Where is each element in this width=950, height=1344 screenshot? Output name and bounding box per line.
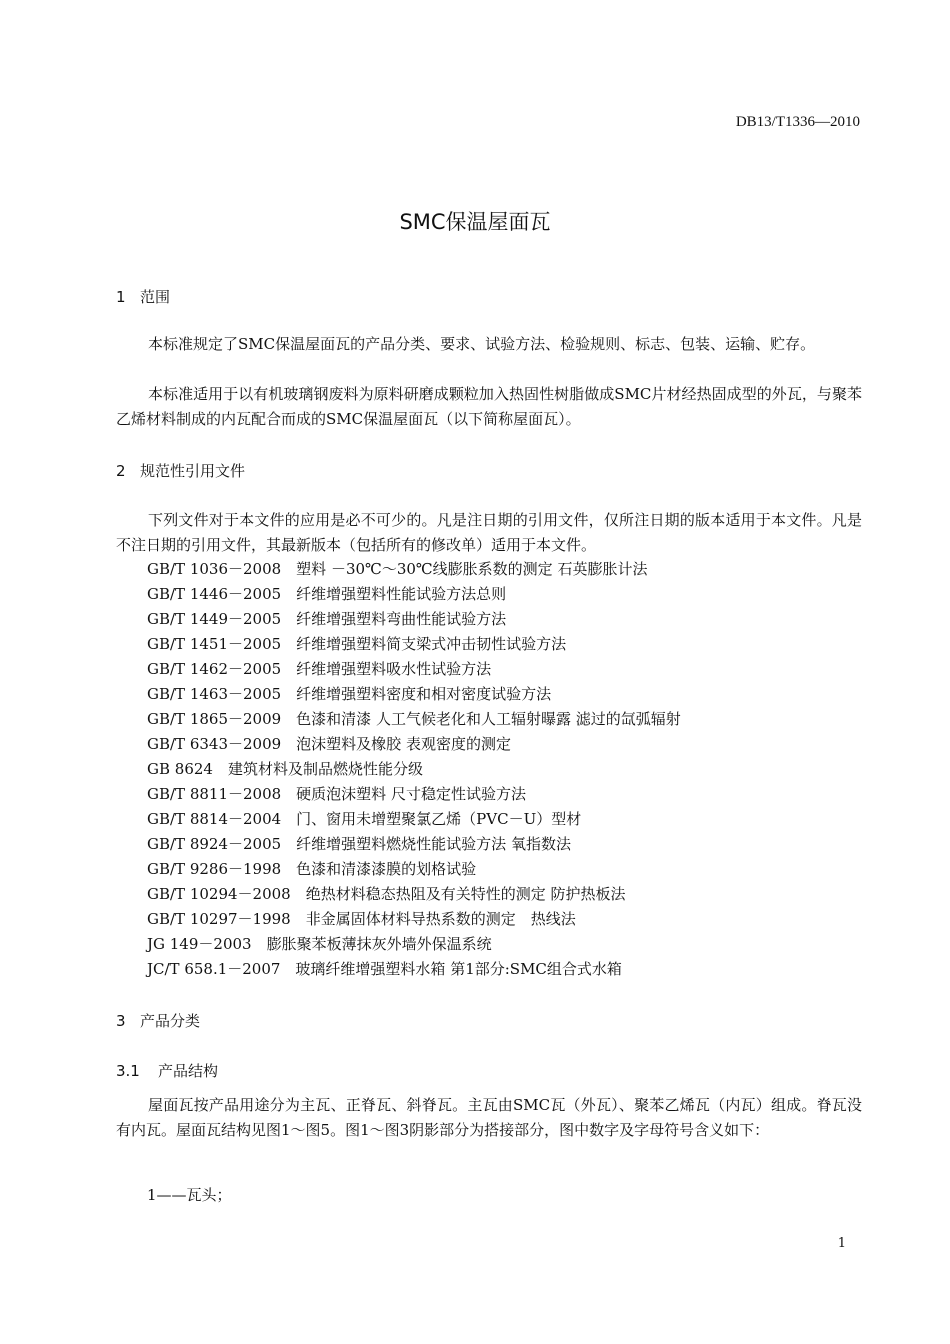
section-title: 规范性引用文件: [140, 462, 246, 480]
subsection-title: 产品结构: [158, 1062, 219, 1080]
section-number: 1: [116, 288, 126, 306]
paragraph: 本标准适用于以有机玻璃钢废料为原料研磨成颗粒加入热固性树脂做成SMC片材经热固成型的外瓦，与聚苯乙烯材料制成的内瓦配合而成的SMC保温屋面瓦（以下简称屋面瓦）。: [116, 385, 862, 428]
reference-item: GB/T 1451－2005 纤维增强塑料简支梁式冲击韧性试验方法: [147, 635, 567, 653]
reference-item: GB/T 10297－1998 非金属固体材料导热系数的测定 热线法: [147, 910, 576, 928]
section-number: 2: [116, 462, 126, 480]
subsection-3-1-heading: [116, 1060, 218, 1081]
document-title: SMC保温屋面瓦: [399, 210, 551, 234]
section-3-heading: [116, 1010, 200, 1031]
reference-item: GB/T 1463－2005 纤维增强塑料密度和相对密度试验方法: [147, 685, 552, 703]
paragraph: 下列文件对于本文件的应用是必不可少的。凡是注日期的引用文件，仅所注日期的版本适用于本文件。凡是不注日期的引用文件，其最新版本（包括所有的修改单）适用于本文件。: [116, 511, 862, 554]
reference-item: GB/T 6343－2009 泡沫塑料及橡胶 表观密度的测定: [147, 735, 511, 753]
reference-item: GB 8624 建筑材料及制品燃烧性能分级: [147, 760, 423, 778]
page-number: 1: [837, 1236, 846, 1251]
reference-item: JC/T 658.1－2007 玻璃纤维增强塑料水箱 第1部分:SMC组合式水箱: [147, 960, 622, 978]
reference-item: GB/T 8811－2008 硬质泡沫塑料 尺寸稳定性试验方法: [147, 785, 526, 803]
section-2-heading: [116, 460, 245, 481]
reference-item: JG 149－2003 膨胀聚苯板薄抹灰外墙外保温系统: [147, 935, 492, 953]
standard-code: DB13/T1336—2010: [735, 114, 860, 130]
reference-item: GB/T 1036－2008 塑料 －30℃～30℃线膨胀系数的测定 石英膨胀计法: [147, 560, 648, 578]
section-number: 3: [116, 1012, 126, 1030]
reference-item: GB/T 1865－2009 色漆和清漆 人工气候老化和人工辐射曝露 滤过的氙弧辐射: [147, 710, 681, 728]
reference-item: GB/T 1446－2005 纤维增强塑料性能试验方法总则: [147, 585, 507, 603]
reference-item: GB/T 1449－2005 纤维增强塑料弯曲性能试验方法: [147, 610, 507, 628]
section-1-heading: [116, 286, 170, 307]
reference-item: GB/T 10294－2008 绝热材料稳态热阻及有关特性的测定 防护热板法: [147, 885, 626, 903]
reference-item: GB/T 8814－2004 门、窗用未增塑聚氯乙烯（PVC－U）型材: [147, 810, 582, 828]
section-title: 产品分类: [140, 1012, 201, 1030]
paragraph: 本标准规定了SMC保温屋面瓦的产品分类、要求、试验方法、检验规则、标志、包装、运输、贮存。: [148, 335, 816, 353]
paragraph: 屋面瓦按产品用途分为主瓦、正脊瓦、斜脊瓦。主瓦由SMC瓦（外瓦）、聚苯乙烯瓦（内瓦）组成。脊瓦没有内瓦。屋面瓦结构见图1～图5。图1～图3阴影部分为搭接部分，图中数字及字母符号含义如下：: [116, 1096, 862, 1139]
definition-item: 1——瓦头；: [147, 1186, 232, 1204]
reference-item: GB/T 8924－2005 纤维增强塑料燃烧性能试验方法 氧指数法: [147, 835, 571, 853]
section-title: 范围: [140, 288, 171, 306]
reference-item: GB/T 9286－1998 色漆和清漆漆膜的划格试验: [147, 860, 477, 878]
reference-item: GB/T 1462－2005 纤维增强塑料吸水性试验方法: [147, 660, 492, 678]
subsection-number: 3.1: [116, 1062, 140, 1080]
